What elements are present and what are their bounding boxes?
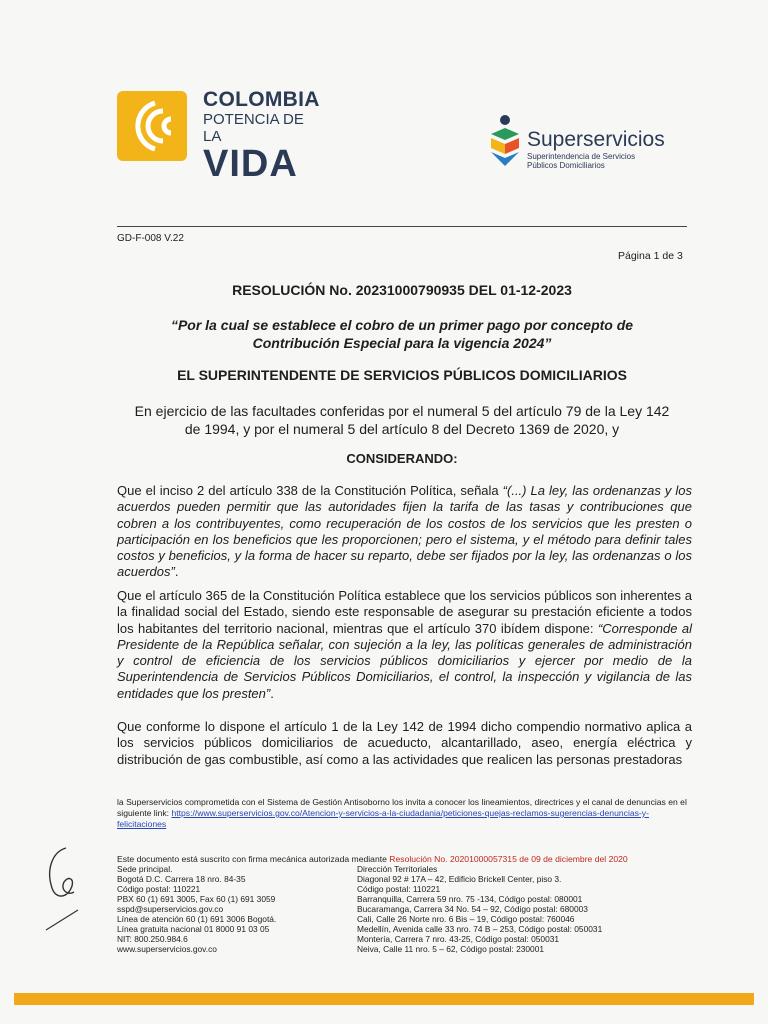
legal-basis: En ejercicio de las facultades conferidas por el numeral 5 del artículo 79 de la Ley 142 de 1994, y por el numeral 5 del artículo 8 del Decreto 1369 de 2020, y	[134, 403, 670, 437]
firma-notice: Este documento está suscrito con firma mecánica autorizada mediante Resolución No. 20201000057315 de 09 de diciembre del 2020	[117, 854, 628, 864]
header-divider	[117, 226, 687, 227]
paragraph-3: Que conforme lo dispone el artículo 1 de la Ley 142 de 1994 dicho compendio normativo aplica a los servicios públicos domiciliarios de acueducto, alcantarillado, aseo, energía eléctrica y distribución de gas combustible, así como a las actividades que realicen las personas prestadoras	[117, 719, 692, 767]
sede-principal-info: Sede principal. Bogotá D.C. Carrera 18 nro. 84-35 Código postal: 110221 PBX 60 (1) 691 3005, Fax 60 (1) 691 3059 sspd@superservicios.gov.co Línea de atención 60 (1) 691 3006 Bogotá. Línea gratuita nacional 01 8000 91 03 05 NIT: 800.250.984.6 www.superservicios.gov.co	[117, 864, 277, 954]
colombia-potencia-logo	[117, 88, 320, 185]
handwritten-initial-mark	[38, 842, 86, 934]
superservicios-logo	[487, 114, 667, 174]
page-number: Página 1 de 3	[618, 250, 683, 262]
footer-color-bar	[14, 993, 754, 1005]
colombia-wave-icon	[117, 91, 187, 161]
resolution-title: RESOLUCIÓN No. 20231000790935 DEL 01-12-2023	[232, 282, 572, 298]
logo-line-2: POTENCIA DE LA	[203, 111, 304, 145]
antisoborno-notice: la Superservicios comprometida con el Sistema de Gestión Antisoborno los invita a conocer los lineamientos, directrices y el canal de denuncias en el siguiente link: https://www.superservicios.gov.co/Atencion-y-servicios-a-la-ciudadania/peticiones-quejas-reclamos-sugerencias-denuncias-y-felicitaciones	[117, 797, 687, 829]
pqrs-link[interactable]: https://www.superservicios.gov.co/Atencion-y-servicios-a-la-ciudadania/peticiones-quejas-reclamos-sugerencias-denuncias-y-felicitaciones	[117, 808, 649, 829]
doc-code: GD-F-008 V.22	[117, 233, 184, 244]
considerando-heading: CONSIDERANDO:	[346, 451, 458, 466]
superservicios-mark-icon	[487, 114, 523, 170]
superservicios-subtitle: Superintendencia de Servicios Públicos Domiciliarios	[527, 152, 636, 170]
paragraph-2: Que el artículo 365 de la Constitución Política establece que los servicios públicos son inherentes a la finalidad social del Estado, siendo este responsable de asegurar su prestación eficiente a todos los habitantes del territorio nacional, mientras que el artículo 370 ibídem dispone: “Corresponde al Presidente de la República señalar, con sujeción a la ley, las políticas generales de administración y control de eficiencia de los servicios públicos domiciliarios y ejercer por medio de la Superintendencia de Servicios Públicos Domiciliarios, el control, la inspección y vigilancia de las entidades que los presten”.	[117, 588, 693, 701]
direcciones-territoriales-info: Dirección Territoriales Diagonal 92 # 17A – 42, Edificio Brickell Center, piso 3. Código postal: 110221 Barranquilla, Carrera 59 nro. 75 -134, Código postal: 080001 Bucaramanga, Carrera 34 No. 54 – 92, Código postal: 680003 Cali, Calle 26 Norte nro. 6 Bis – 19, Código postal: 760046 Medellín, Avenida calle 33 nro. 74 B – 253, Código postal: 050031 Montería, Carrera 7 nro. 43-25, Código postal: 050031 Neiva, Calle 11 nro. 5 – 62, Código postal: 230001	[357, 864, 603, 954]
logo-line-1: COLOMBIA	[203, 88, 320, 111]
resolution-subject: “Por la cual se establece el cobro de un primer pago por concepto de Contribución Especial para la vigencia 2024”	[170, 317, 634, 351]
paragraph-1: Que el inciso 2 del artículo 338 de la Constitución Política, señala “(...) La ley, las ordenanzas y los acuerdos pueden permitir que las autoridades fijen la tarifa de las tasas y contribuciones que cobren a los contribuyentes, como recuperación de los costos de los servicios que les presten o participación en los beneficios que les proporcionen; pero el sistema, y el método para definir tales costos y beneficios, y la forma de hacer su reparto, debe ser fijados por la ley, las ordenanzas o los acuerdos”.	[117, 483, 692, 580]
authority-heading: EL SUPERINTENDENTE DE SERVICIOS PÚBLICOS DOMICILIARIOS	[177, 367, 627, 383]
logo-line-3: VIDA	[203, 143, 298, 185]
superservicios-name: Superservicios	[527, 128, 665, 151]
